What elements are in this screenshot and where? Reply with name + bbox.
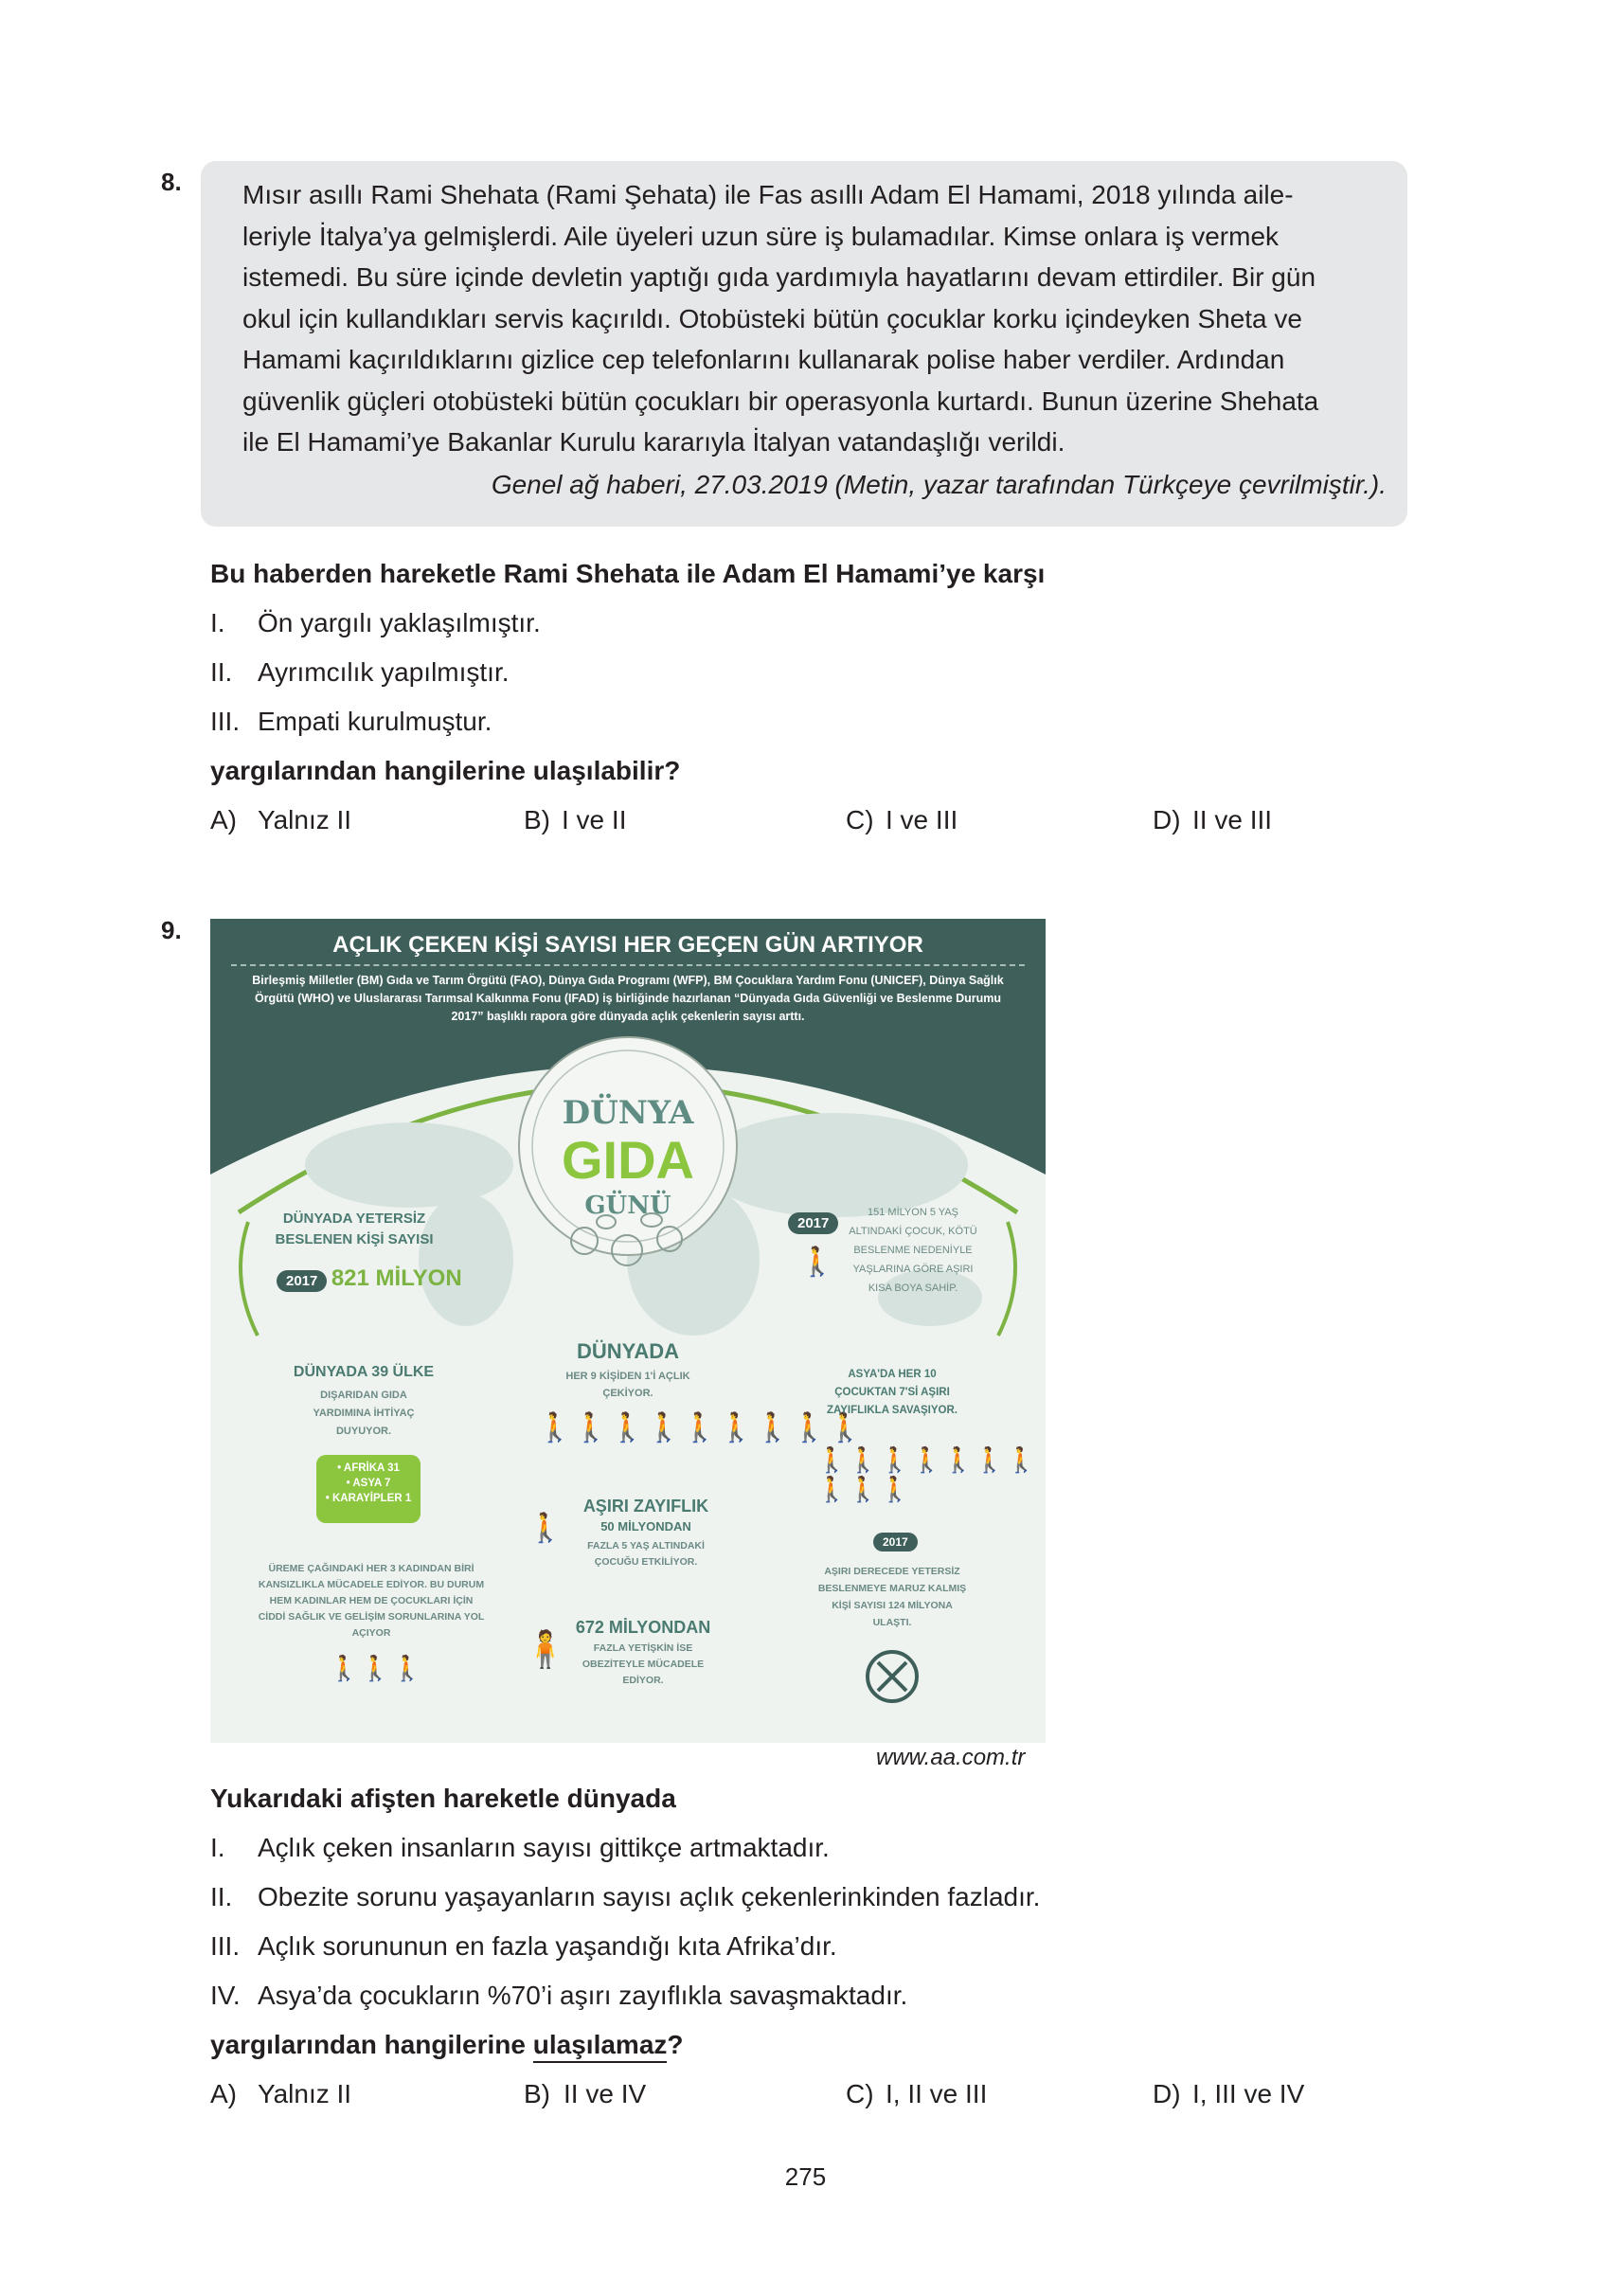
severe-undernourish-text: AŞIRI DERECEDE YETERSİZ BESLENMEYE MARUZ KALMIŞ KİŞİ SAYISI 124 MİLYONA ULAŞTI. (817, 1566, 967, 1628)
option-b[interactable] (524, 805, 626, 835)
statement-number: III. (210, 707, 241, 736)
page-number: 275 (784, 2162, 827, 2191)
wasting-text: FAZLA 5 YAŞ ALTINDAKİ ÇOCUĞU ETKİLİYOR. (587, 1540, 705, 1568)
option-letter: D) (1153, 2079, 1181, 2108)
statement-item (210, 1931, 837, 1962)
option-c[interactable] (846, 2079, 987, 2109)
option-text: II ve IV (564, 2079, 647, 2108)
center-title-bottom: GÜNÜ (584, 1192, 671, 1220)
anemia-text: ÜREME ÇAĞINDAKİ HER 3 KADINDAN BİRİ KANSIZLIKLA MÜCADELE EDİYOR. BU DURUM HEM KADINLAR HEM DE ÇOCUKLARI İÇİN CİDDİ SAĞLIK VE GELİŞİM SORUNLARINA YOL AÇIYOR (258, 1563, 485, 1639)
statement-text: Açlık sorununun en fazla yaşandığı kıta Afrika’dır. (258, 1931, 837, 1961)
header-divider (231, 964, 1025, 966)
box-line: • AFRİKA 31 (337, 1462, 400, 1474)
passage-line: Hamami kaçırıldıklarını gizlice cep telefonlarını kullanarak polise haber verdiler. Ardından (242, 345, 1285, 374)
wasting-title: AŞIRI ZAYIFLIK (582, 1497, 709, 1516)
question-8-passage-box (201, 161, 1407, 527)
option-letter: A) (210, 2079, 237, 2108)
option-text: Yalnız II (258, 2079, 352, 2108)
statement-item (210, 1833, 830, 1863)
statement-text: Ayrımcılık yapılmıştır. (258, 657, 510, 687)
infographic-source: www.aa.com.tr (876, 1745, 1026, 1770)
statement-item (210, 1981, 907, 2011)
question-prefix: yargılarından hangilerine (210, 2030, 526, 2059)
asia-children-text: ASYA'DA HER 10 ÇOCUKTAN 7'Sİ AŞIRI ZAYIFLIKLA SAVAŞIYOR. (826, 1369, 958, 1416)
option-a[interactable] (210, 2079, 351, 2109)
children-row-icon: 🚶🚶🚶🚶🚶🚶🚶🚶🚶🚶 (816, 1445, 1038, 1503)
statement-text: Obezite sorunu yaşayanların sayısı açlık çekenlerinkinden fazladır. (258, 1882, 1041, 1911)
question-9-stem: Yukarıdaki afişten hareketle dünyada (210, 1784, 676, 1813)
passage-line: leriyle İtalya’ya gelmişlerdi. Aile üyeleri uzun süre iş bulamadılar. Kimse onlara iş vermek (242, 221, 1280, 251)
option-a[interactable] (210, 805, 351, 835)
option-text: I, III ve IV (1192, 2079, 1305, 2108)
underfed-value: 821 MİLYON (331, 1265, 462, 1291)
option-letter: B) (524, 2079, 550, 2108)
statement-text: Açlık çeken insanların sayısı gittikçe artmaktadır. (258, 1833, 830, 1862)
statement-text: Ön yargılı yaklaşılmıştır. (258, 608, 541, 637)
infographic-title: AÇLIK ÇEKEN KİŞİ SAYISI HER GEÇEN GÜN ARTIYOR (332, 932, 923, 958)
obesity-value: 672 MİLYONDAN (575, 1618, 711, 1637)
statement-number: I. (210, 1833, 225, 1862)
question-emphasis: ulaşılamaz (533, 2030, 668, 2063)
statement-number: III. (210, 1931, 241, 1961)
infographic-header (210, 919, 1046, 1108)
passage-line: istemedi. Bu süre içinde devletin yaptığı gıda yardımıyla hayatlarını devam ettirdiler. Bir gün (242, 262, 1316, 292)
question-8-question: yargılarından hangilerine ulaşılabilir? (210, 756, 681, 785)
obese-person-icon: 🧍 (523, 1630, 569, 1670)
passage-text (242, 174, 1394, 463)
people-row-icon: 🚶🚶🚶🚶🚶🚶🚶🚶🚶 (537, 1412, 865, 1444)
statement-item (210, 608, 541, 638)
thin-child-icon: 🚶 (528, 1513, 564, 1544)
statement-item (210, 657, 510, 688)
option-letter: D) (1153, 805, 1181, 834)
question-9-number: 9. (161, 916, 182, 944)
center-title-top: DÜNYA (562, 1094, 694, 1132)
option-d[interactable] (1153, 805, 1272, 835)
option-letter: C) (846, 805, 874, 834)
passage-source: Genel ağ haberi, 27.03.2019 (Metin, yazar tarafından Türkçeye çevrilmiştir.). (491, 470, 1387, 499)
option-b[interactable] (524, 2079, 646, 2109)
child-icon: 🚶 (799, 1247, 836, 1278)
option-text: I ve III (886, 805, 958, 834)
box-line: • KARAYİPLER 1 (325, 1493, 412, 1504)
countries-title: DÜNYADA 39 ÜLKE (293, 1364, 435, 1380)
statement-item (210, 707, 492, 737)
passage-line: okul için kullandıkları servis kaçırıldı. Otobüsteki bütün çocuklar korku içindeyken Sheta ve (242, 303, 1302, 333)
option-text: I, II ve III (886, 2079, 988, 2108)
passage-line: Mısır asıllı Rami Shehata (Rami Şehata) ile Fas asıllı Adam El Hamami, 2018 yılında aile- (242, 180, 1294, 209)
passage-line: ile El Hamami’ye Bakanlar Kurulu kararıyla İtalyan vatandaşlığı verildi. (242, 427, 1065, 457)
right3-year-badge-wrap (873, 1533, 918, 1552)
stunted-children-text: 151 MİLYON 5 YAŞ ALTINDAKİ ÇOCUK, KÖTÜ BESLENME NEDENİYLE YAŞLARINA GÖRE AŞIRI KISA BOYA SAHİP. (849, 1207, 977, 1294)
infographic (210, 919, 1046, 1743)
option-c[interactable] (846, 805, 958, 835)
statement-text: Empati kurulmuştur. (258, 707, 492, 736)
women-icon-row: 🚶🚶🚶 (329, 1654, 424, 1682)
question-8-number: 8. (161, 168, 182, 196)
question-8-stem: Bu haberden hareketle Rami Shehata ile Adam El Hamami’ye karşı (210, 559, 1046, 588)
option-letter: B) (524, 805, 550, 834)
question-suffix: ? (667, 2030, 684, 2059)
year-badge: 2017 (788, 1212, 838, 1234)
option-letter: A) (210, 805, 237, 834)
option-letter: C) (846, 2079, 874, 2108)
infographic-subtitle: Birleşmiş Milletler (BM) Gıda ve Tarım Örgütü (FAO), Dünya Gıda Programı (WFP), BM Çocuklara Yardım Fonu (UNICEF), Dünya Sağlık Örgütü (WHO) ve Uluslararası Tarımsal Kalkınma Fonu (IFAD) iş birliğinde hazırlanan “Dünyada Gıda Güvenliği ve Beslenme Durumu 2017” başlıklı rapora göre dünyada açlık çekenlerin sayısı arttı. (252, 974, 1004, 1023)
statement-number: I. (210, 608, 225, 637)
underfed-title: DÜNYADA YETERSİZ BESLENEN KİŞİ SAYISI (275, 1211, 434, 1247)
box-line: • ASYA 7 (346, 1478, 391, 1489)
year-badge: 2017 (277, 1270, 327, 1292)
option-text: Yalnız II (258, 805, 352, 834)
right-year-badge-wrap (788, 1212, 838, 1234)
wasting-value: 50 MİLYONDAN (600, 1519, 691, 1534)
statement-number: IV. (210, 1981, 241, 2010)
hunger-title: DÜNYADA (577, 1339, 679, 1363)
option-text: II ve III (1192, 805, 1273, 834)
countries-breakdown-box (316, 1455, 421, 1523)
countries-text: DIŞARIDAN GIDA YARDIMINA İHTİYAÇ DUYUYOR. (313, 1390, 415, 1437)
year-badge: 2017 (873, 1533, 918, 1552)
hunger-text: HER 9 KİŞİDEN 1'İ AÇLIK ÇEKİYOR. (565, 1371, 690, 1399)
center-title-mid: GIDA (562, 1130, 694, 1190)
option-d[interactable] (1153, 2079, 1304, 2109)
underfed-value-row (277, 1265, 462, 1292)
option-text: I ve II (562, 805, 627, 834)
statement-item (210, 1882, 1040, 1912)
statement-number: II. (210, 1882, 233, 1911)
obesity-text: FAZLA YETİŞKİN İSE OBEZİTEYLE MÜCADELE EDİYOR. (582, 1642, 705, 1686)
statement-number: II. (210, 657, 233, 687)
statement-text: Asya’da çocukların %70’i aşırı zayıflıkla savaşmaktadır. (258, 1981, 908, 2010)
question-9-question (210, 2030, 684, 2060)
passage-line: güvenlik güçleri otobüsteki bütün çocukları bir operasyonla kurtardı. Bunun üzerine Shehata (242, 386, 1319, 416)
